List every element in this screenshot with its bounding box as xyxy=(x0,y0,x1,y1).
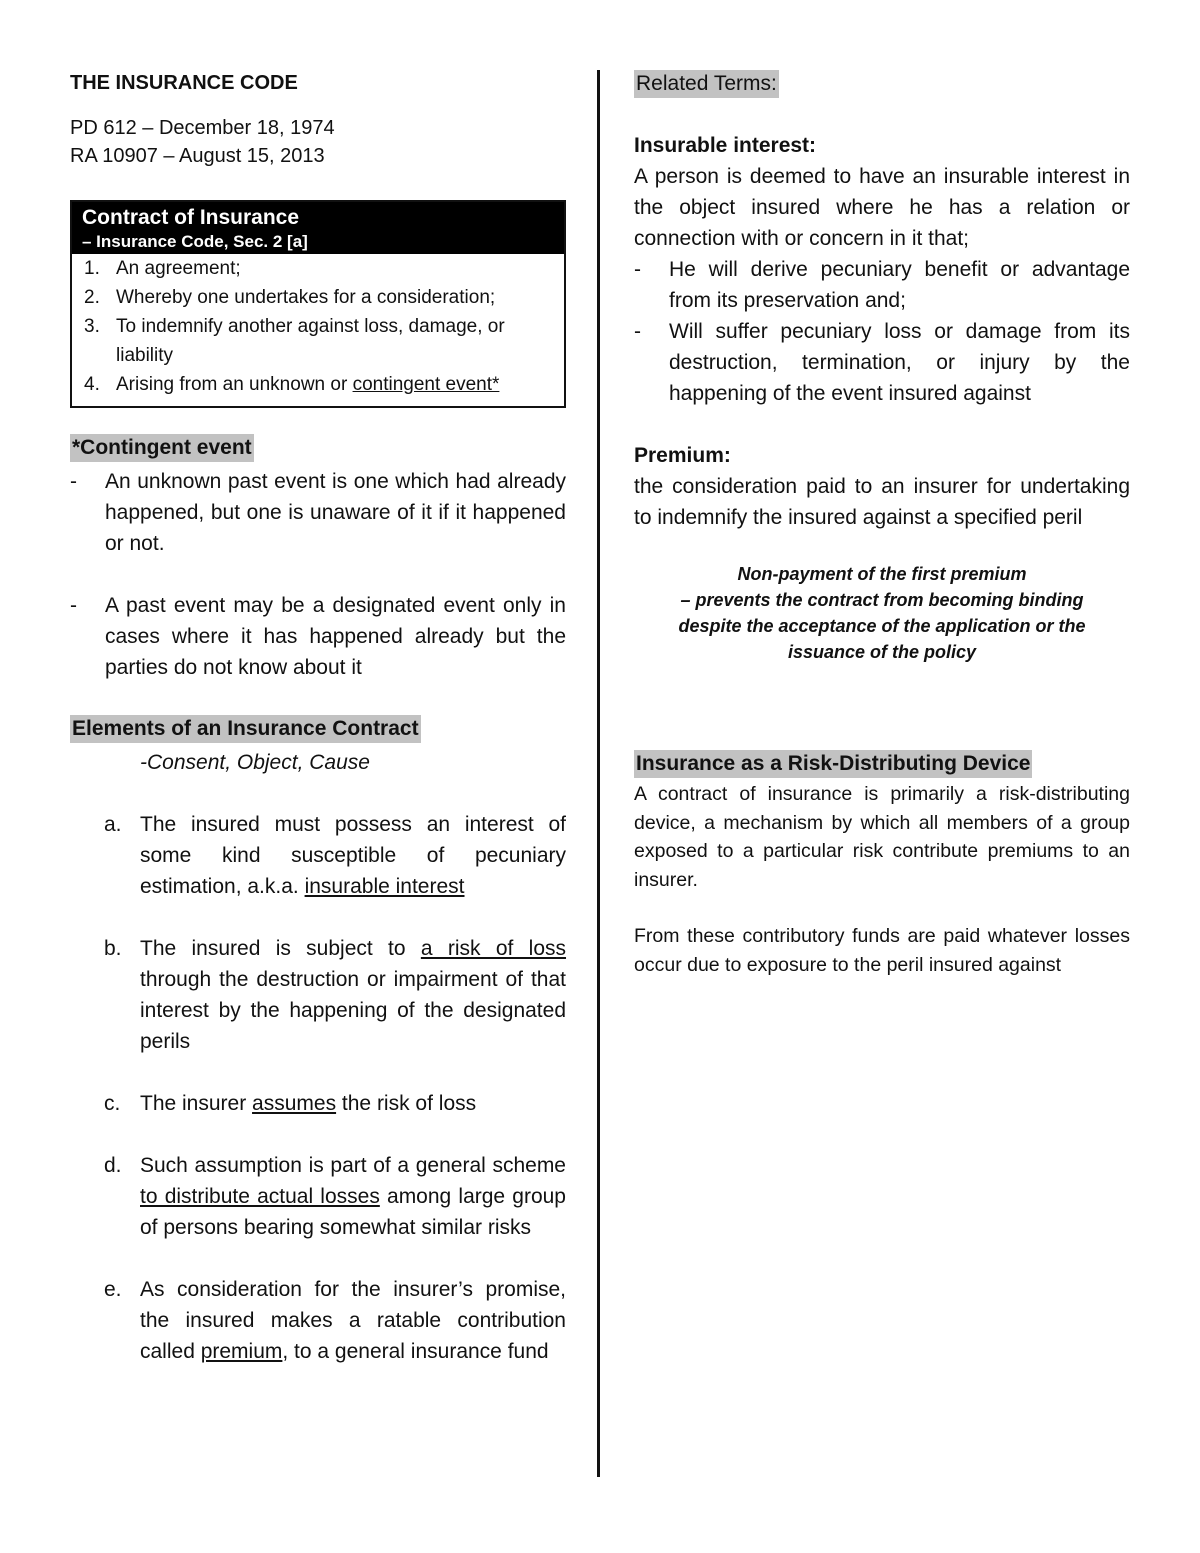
list-item xyxy=(70,1088,566,1119)
note-line: despite the acceptance of the application or the xyxy=(678,616,1086,636)
list-marker: c. xyxy=(104,1092,121,1115)
list-text: As consideration for the insurer’s promise, the insured makes a ratable contribution called xyxy=(140,1278,566,1363)
contingent-event-heading: *Contingent event xyxy=(70,434,254,462)
list-item xyxy=(70,1274,566,1367)
box-subtitle: – Insurance Code, Sec. 2 [a] xyxy=(82,232,308,251)
risk-distributing-section xyxy=(634,750,1130,979)
note-line: issuance of the policy xyxy=(787,642,977,662)
list-text: Will suffer pecuniary loss or damage from its destruction, termination, or injury by the happening of the event insured against xyxy=(669,320,1130,405)
list-marker: d. xyxy=(104,1154,122,1177)
list-number: 4. xyxy=(84,374,100,395)
list-item xyxy=(70,466,566,559)
list-text: An unknown past event is one which had already happened, but one is unaware of it if it happened or not. xyxy=(105,470,566,555)
list-text: A past event may be a designated event only in cases where it has happened already but the parties do not know about it xyxy=(105,594,566,679)
contingent-event-section xyxy=(70,434,566,683)
document-title: THE INSURANCE CODE xyxy=(70,72,298,94)
list-marker: b. xyxy=(104,937,122,960)
dash-marker: - xyxy=(634,320,641,343)
underlined-term: insurable interest xyxy=(304,875,465,898)
list-item xyxy=(70,1150,566,1243)
list-number: 2. xyxy=(84,287,100,308)
list-number: 1. xyxy=(84,258,100,279)
list-text: The insured must possess an interest of some kind susceptible of pecuniary estimation, a.k.a. xyxy=(140,813,566,898)
box-header xyxy=(72,202,564,254)
premium-definition: the consideration paid to an insurer for undertaking to indemnify the insured against a specified peril xyxy=(634,475,1130,529)
list-item xyxy=(72,370,564,399)
dash-marker: - xyxy=(70,470,77,493)
premium-label: Premium: xyxy=(634,444,731,467)
list-item xyxy=(70,590,566,683)
list-text: Such assumption is part of a general scheme xyxy=(140,1154,566,1177)
list-item xyxy=(70,933,566,1057)
list-text: He will derive pecuniary benefit or advantage from its preservation and; xyxy=(669,258,1130,312)
insurable-interest-intro: A person is deemed to have an insurable interest in the object insured where he has a relation or connection with or concern in it that; xyxy=(634,165,1130,250)
elements-heading: Elements of an Insurance Contract xyxy=(70,715,421,743)
related-terms-heading: Related Terms: xyxy=(634,70,779,98)
list-text: The insurer xyxy=(140,1092,253,1115)
underlined-term: a risk of loss xyxy=(420,937,567,960)
dash-marker: - xyxy=(70,594,77,617)
risk-paragraph-2: From these contributory funds are paid whatever losses occur due to exposure to the peril insured against xyxy=(634,925,1130,976)
list-item xyxy=(72,283,564,312)
contract-elements-list xyxy=(72,254,564,399)
list-text: the risk of loss xyxy=(336,1092,477,1115)
list-marker: a. xyxy=(104,813,122,836)
elements-subheading: -Consent, Object, Cause xyxy=(140,751,370,774)
law-pd612: PD 612 – December 18, 1974 xyxy=(70,117,335,139)
list-item xyxy=(72,254,564,283)
dash-marker: - xyxy=(634,258,641,281)
list-text: , to a general insurance fund xyxy=(282,1340,549,1363)
non-payment-note xyxy=(634,561,1130,665)
box-title: Contract of Insurance xyxy=(82,206,300,229)
elements-section xyxy=(70,715,566,1367)
underlined-term: assumes xyxy=(252,1092,337,1115)
list-text: Arising from an unknown or xyxy=(116,374,353,395)
related-terms-section xyxy=(634,70,1130,665)
list-text: An agreement; xyxy=(116,258,241,279)
list-text: The insured is subject to xyxy=(140,937,421,960)
note-line: Non-payment of the first premium xyxy=(737,564,1027,584)
list-number: 3. xyxy=(84,316,100,337)
law-ra10907: RA 10907 – August 15, 2013 xyxy=(70,145,325,167)
risk-paragraph-1: A contract of insurance is primarily a risk-distributing device, a mechanism by which all members of a group exposed to a particular risk contribute premiums to an insurer. xyxy=(634,783,1130,891)
list-text: To indemnify another against loss, damage, or liability xyxy=(116,316,505,366)
underlined-term: contingent event* xyxy=(352,374,500,395)
contract-of-insurance-box xyxy=(70,200,566,408)
note-line: – prevents the contract from becoming binding xyxy=(680,590,1084,610)
underlined-term: premium xyxy=(200,1340,283,1363)
column-divider xyxy=(597,70,600,1477)
list-text: Whereby one undertakes for a consideration; xyxy=(116,287,496,308)
list-item xyxy=(70,809,566,902)
list-item xyxy=(634,316,1130,409)
underlined-term: to distribute actual losses xyxy=(140,1185,380,1208)
list-item xyxy=(72,312,564,370)
list-text: among large group of persons bearing somewhat similar risks xyxy=(140,1185,566,1239)
list-marker: e. xyxy=(104,1278,122,1301)
list-text: through the destruction or impairment of that interest by the happening of the designated perils xyxy=(140,968,566,1053)
risk-distributing-heading: Insurance as a Risk-Distributing Device xyxy=(634,750,1032,778)
insurable-interest-label: Insurable interest: xyxy=(634,134,817,157)
list-item xyxy=(634,254,1130,316)
